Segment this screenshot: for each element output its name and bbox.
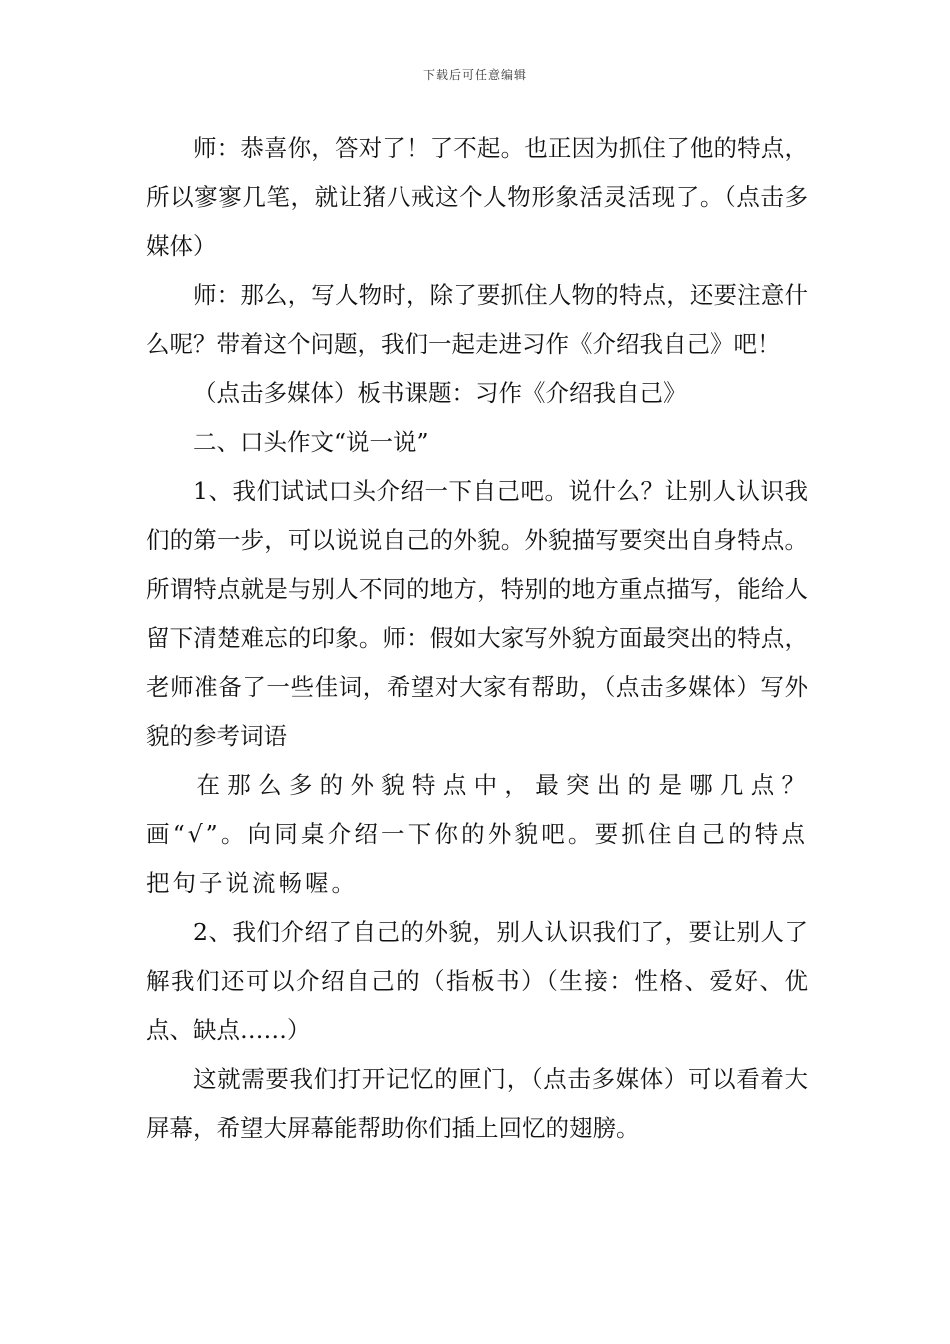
paragraph-teacher-praise: 师：恭喜你，答对了！了不起。也正因为抓住了他的特点，所以寥寥几笔，就让猪八戒这个人物形象活灵活现了。（点击多媒体） [146,134,808,260]
paragraph-memory: 这就需要我们打开记忆的匣门，（点击多媒体）可以看着大屏幕，希望大屏幕能帮助你们插上回忆的翅膀。 [146,1065,808,1142]
paragraph-teacher-question: 师：那么，写人物时，除了要抓住人物的特点，还要注意什么呢？带着这个问题，我们一起走进习作《介绍我自己》吧！ [146,281,808,358]
paragraph-board-title: （点击多媒体）板书课题：习作《介绍我自己》 [193,379,687,407]
paragraph-appearance-features: 在那么多的外貌特点中，最突出的是哪几点？画“√”。向同桌介绍一下你的外貌吧。要抓住自己的特点把句子说流畅喔。 [146,771,808,897]
paragraph-step-two: 2、我们介绍了自己的外貌，别人认识我们了，要让别人了解我们还可以介绍自己的（指板书）（生接：性格、爱好、优点、缺点……） [146,918,808,1044]
header-note: 下载后可任意编辑 [422,68,527,82]
paragraph-step-one: 1、我们试试口头介绍一下自己吧。说什么？让别人认识我们的第一步，可以说说自己的外貌。外貌描写要突出自身特点。所谓特点就是与别人不同的地方，特别的地方重点描写，能给人留下清楚难忘的印象。师：假如大家写外貌方面最突出的特点，老师准备了一些佳词，希望对大家有帮助，（点击多媒体）写外貌的参考词语 [146,477,808,750]
document-body [146,124,808,1153]
section-heading-oral-composition: 二、口头作文“说一说” [193,428,429,456]
